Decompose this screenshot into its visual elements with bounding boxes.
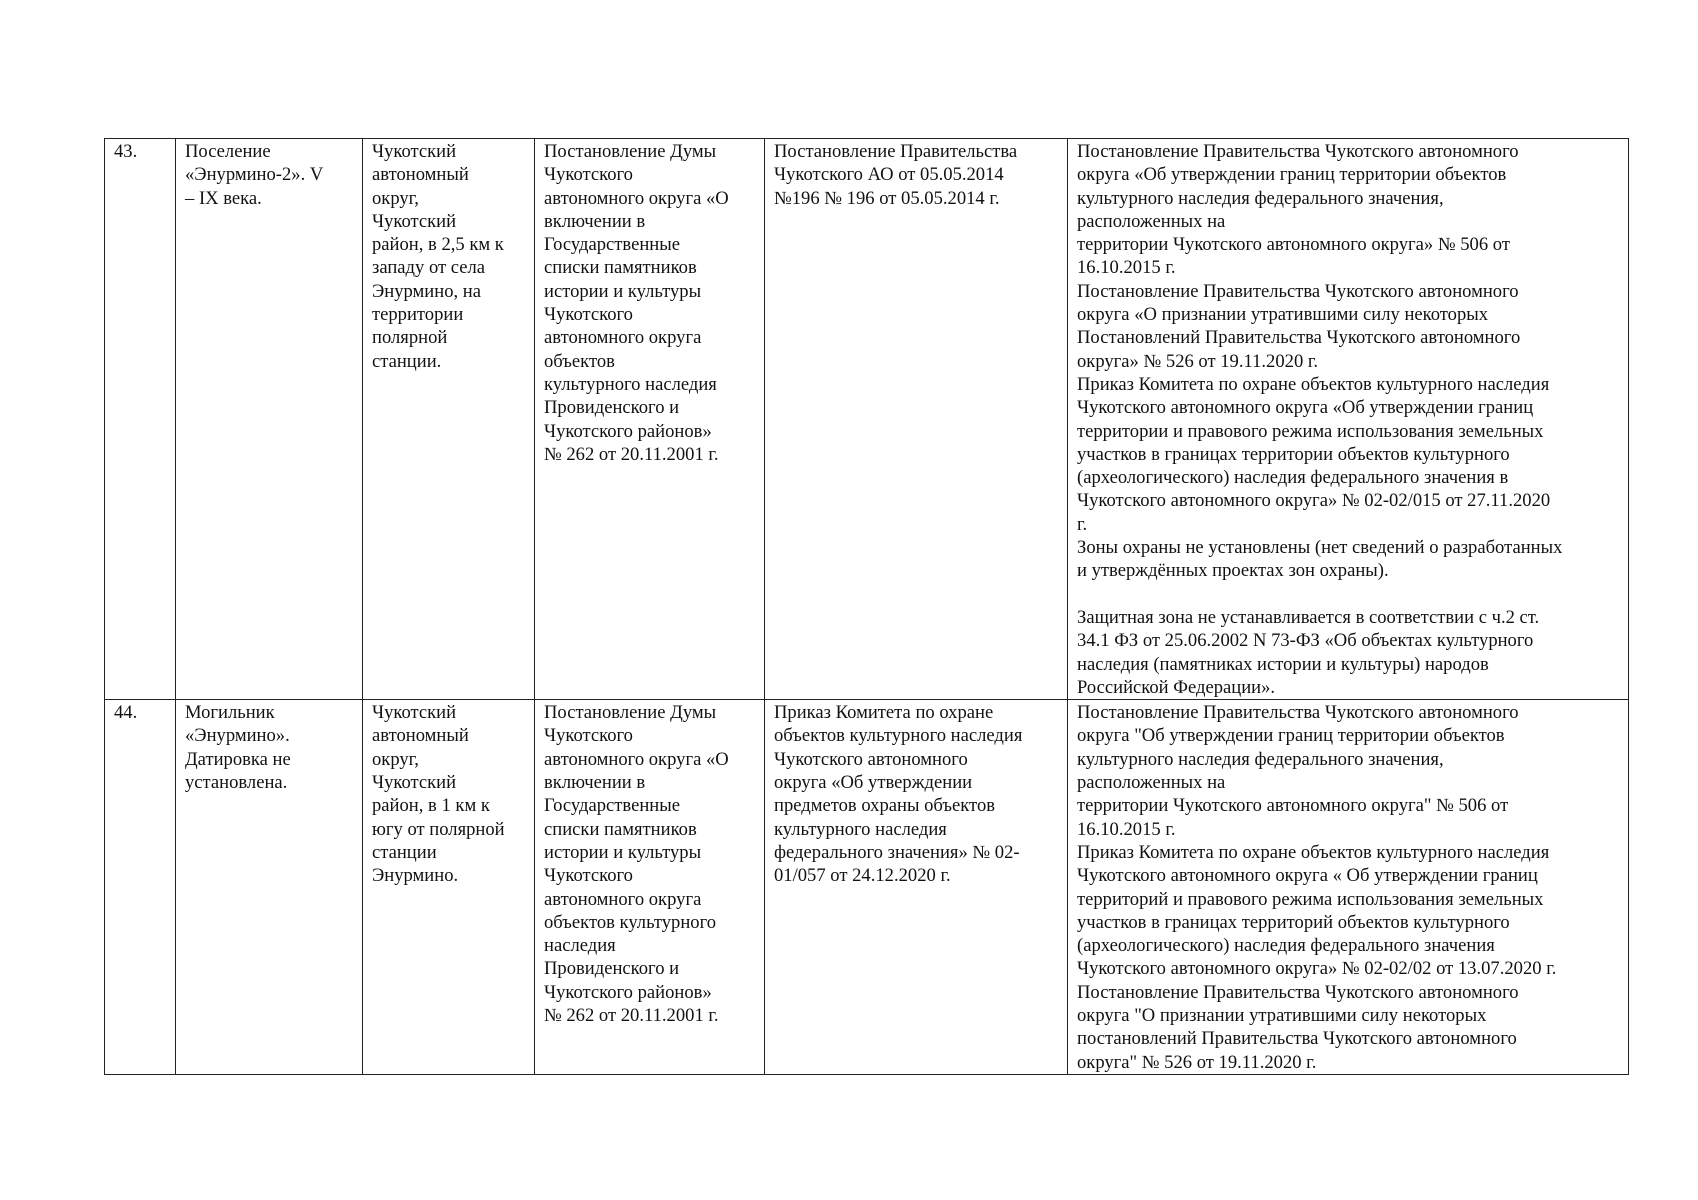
cell-text-line: автономный: [372, 164, 469, 186]
cell-text-line: [1077, 583, 1619, 606]
cell-text-line: культурного наследия федерального значения,: [1077, 748, 1444, 770]
cell-text-line: «Энурмино».: [185, 725, 290, 747]
cell-text-line: Поселение: [185, 141, 271, 162]
cell-text-line: Приказ Комитета по охране: [774, 702, 994, 724]
cell-text-line: включении в: [544, 210, 646, 232]
cell-text-line: округа «Об утверждении: [774, 772, 973, 794]
cell-text-line: Чукотского автономного округа» № 02-02/02 от 13.07.2020 г.: [1077, 958, 1557, 980]
cell-text-line: автономного округа: [544, 327, 702, 349]
cell-text-line: – IX века.: [185, 187, 262, 209]
cell-text-line: предметов охраны объектов: [774, 795, 996, 817]
cell-text-line: округ,: [372, 187, 419, 209]
protection-act-cell: [765, 139, 1068, 700]
cell-text-line: автономного округа: [544, 888, 702, 910]
cell-text-line: Постановление Правительства Чукотского автономного: [1077, 702, 1519, 724]
cell-text-line: автономного округа «О: [544, 748, 729, 770]
cell-text-line: территории и правового режима использования земельных: [1077, 420, 1544, 442]
cell-text-line: объектов культурного: [544, 911, 717, 933]
cell-text-line: Постановление Думы: [544, 141, 717, 162]
cell-text-line: округа "О признании утратившими силу некоторых: [1077, 1004, 1487, 1026]
table-row: [105, 139, 1629, 700]
cell-text-line: (археологического) наследия федерального значения: [1077, 935, 1495, 957]
cell-text-line: постановлений Правительства Чукотского автономного: [1077, 1028, 1517, 1050]
cell-text-line: и утверждённых проектах зон охраны).: [1077, 560, 1389, 582]
cell-text-line: Чукотский: [372, 141, 457, 162]
cell-text-line: район, в 1 км к: [372, 795, 490, 817]
cell-text-line: Государственные: [544, 234, 680, 256]
location-cell: [363, 139, 535, 700]
cell-text-line: участков в границах территории объектов культурного: [1077, 443, 1510, 465]
boundaries-cell: [1068, 700, 1629, 1075]
protection-act-cell: [765, 700, 1068, 1075]
cell-text-line: район, в 2,5 км к: [372, 234, 504, 256]
heritage-registry-table: [104, 138, 1629, 1075]
cell-text-line: наследия (памятниках истории и культуры) народов: [1077, 653, 1489, 675]
cell-text-line: территории Чукотского автономного округа" № 506 от: [1077, 795, 1509, 817]
cell-text-line: № 262 от 20.11.2001 г.: [544, 1004, 719, 1026]
cell-text-line: Провиденского и: [544, 397, 680, 419]
cell-text-line: югу от полярной: [372, 818, 505, 840]
cell-text-line: округа» № 526 от 19.11.2020 г.: [1077, 350, 1319, 372]
cell-text-line: №196 № 196 от 05.05.2014 г.: [774, 187, 1000, 209]
cell-text-line: культурного наследия: [544, 373, 717, 395]
cell-text-line: Постановлений Правительства Чукотского автономного: [1077, 327, 1521, 349]
cell-text-line: Чукотский: [372, 210, 457, 232]
cell-text-line: культурного наследия федерального значения,: [1077, 187, 1444, 209]
cell-text-line: Чукотского автономного: [774, 748, 968, 770]
cell-text: 43.: [114, 141, 138, 162]
cell-text-line: округа" № 526 от 19.11.2020 г.: [1077, 1051, 1317, 1073]
cell-text-line: Чукотский: [372, 702, 457, 724]
cell-text-line: Провиденского и: [544, 958, 680, 980]
cell-text-line: западу от села: [372, 257, 486, 279]
cell-text-line: округа «Об утверждении границ территории объектов: [1077, 164, 1507, 186]
cell-text-line: истории и культуры: [544, 280, 702, 302]
cell-text-line: Чукотского: [544, 865, 633, 887]
cell-text-line: Приказ Комитета по охране объектов культурного наследия: [1077, 841, 1550, 863]
cell-text-line: 01/057 от 24.12.2020 г.: [774, 865, 951, 887]
cell-text-line: округа «О признании утратившими силу некоторых: [1077, 304, 1489, 326]
cell-text-line: Чукотского автономного округа «Об утверждении границ: [1077, 397, 1534, 419]
location-cell: [363, 700, 535, 1075]
cell-text-line: федерального значения» № 02-: [774, 841, 1020, 863]
cell-text-line: автономный: [372, 725, 469, 747]
cell-text-line: округ,: [372, 748, 419, 770]
cell-text-line: 34.1 ФЗ от 25.06.2002 N 73-ФЗ «Об объектах культурного: [1077, 630, 1534, 652]
cell-text-line: Чукотского районов»: [544, 420, 712, 442]
row-number-cell: [105, 139, 176, 700]
document-page: [104, 138, 1628, 1075]
inclusion-act-cell: [535, 139, 765, 700]
cell-text-line: Чукотского автономного округа « Об утверждении границ: [1077, 865, 1538, 887]
cell-text-line: Постановление Правительства Чукотского автономного: [1077, 280, 1519, 302]
cell-text-line: Постановление Правительства: [774, 141, 1018, 162]
cell-text-line: г.: [1077, 513, 1088, 535]
cell-text-line: Чукотского АО от 05.05.2014: [774, 164, 1004, 186]
cell-text-line: списки памятников: [544, 818, 697, 840]
cell-text-line: установлена.: [185, 772, 288, 794]
cell-text-line: Приказ Комитета по охране объектов культурного наследия: [1077, 373, 1550, 395]
cell-text-line: Защитная зона не устанавливается в соответствии с ч.2 ст.: [1077, 606, 1540, 628]
cell-text-line: объектов: [544, 350, 615, 372]
cell-text-line: Постановление Правительства Чукотского автономного: [1077, 141, 1519, 162]
cell-text-line: территорий и правового режима использования земельных: [1077, 888, 1544, 910]
cell-text-line: полярной: [372, 327, 448, 349]
cell-text-line: (археологического) наследия федерального значения в: [1077, 467, 1509, 489]
cell-text: 44.: [114, 702, 138, 724]
cell-text-line: Зоны охраны не установлены (нет сведений о разработанных: [1077, 537, 1563, 559]
row-number-cell: [105, 700, 176, 1075]
table-row: [105, 700, 1629, 1075]
cell-text-line: № 262 от 20.11.2001 г.: [544, 443, 719, 465]
object-name-cell: [176, 700, 363, 1075]
cell-text-line: 16.10.2015 г.: [1077, 257, 1176, 279]
cell-text-line: автономного округа «О: [544, 187, 729, 209]
cell-text-line: Могильник: [185, 702, 275, 724]
cell-text-line: станции.: [372, 350, 442, 372]
cell-text-line: Чукотского автономного округа» № 02-02/015 от 27.11.2020: [1077, 490, 1551, 512]
cell-text-line: станции: [372, 841, 437, 863]
object-name-cell: [176, 139, 363, 700]
cell-text-line: участков в границах территорий объектов культурного: [1077, 911, 1510, 933]
boundaries-cell: [1068, 139, 1629, 700]
cell-text-line: Энурмино.: [372, 865, 459, 887]
cell-text-line: Чукотского: [544, 304, 633, 326]
cell-text-line: территории Чукотского автономного округа» № 506 от: [1077, 234, 1510, 256]
cell-text-line: расположенных на: [1077, 210, 1226, 232]
cell-text-line: списки памятников: [544, 257, 697, 279]
cell-text-line: Чукотского: [544, 725, 633, 747]
cell-text-line: истории и культуры: [544, 841, 702, 863]
cell-text-line: Российской Федерации».: [1077, 676, 1276, 698]
cell-text-line: Постановление Правительства Чукотского автономного: [1077, 981, 1519, 1003]
cell-text-line: Энурмино, на: [372, 280, 482, 302]
cell-text-line: культурного наследия: [774, 818, 947, 840]
cell-text-line: Чукотского районов»: [544, 981, 712, 1003]
cell-text-line: округа "Об утверждении границ территории объектов: [1077, 725, 1505, 747]
cell-text-line: наследия: [544, 935, 616, 957]
cell-text-line: 16.10.2015 г.: [1077, 818, 1176, 840]
cell-text-line: Постановление Думы: [544, 702, 717, 724]
cell-text-line: Чукотского: [544, 164, 633, 186]
cell-text-line: «Энурмино-2». V: [185, 164, 324, 186]
cell-text-line: Чукотский: [372, 772, 457, 794]
cell-text-line: включении в: [544, 772, 646, 794]
cell-text-line: Датировка не: [185, 748, 291, 770]
inclusion-act-cell: [535, 700, 765, 1075]
cell-text-line: территории: [372, 304, 464, 326]
cell-text-line: Государственные: [544, 795, 680, 817]
cell-text-line: расположенных на: [1077, 772, 1226, 794]
cell-text-line: объектов культурного наследия: [774, 725, 1023, 747]
